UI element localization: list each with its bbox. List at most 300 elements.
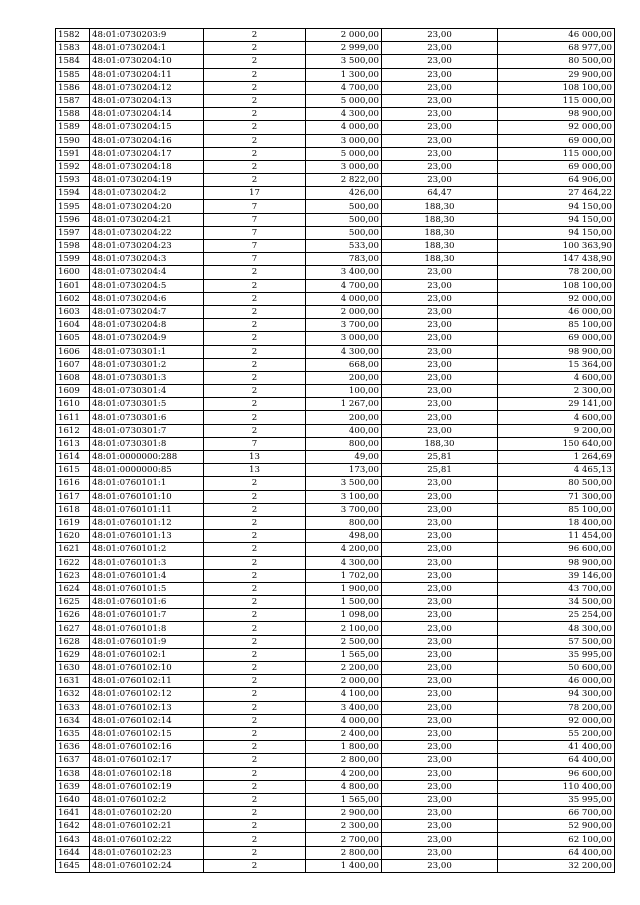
rate-value-cell: 23,00: [382, 754, 498, 767]
cadastral-number-cell: 48:01:0760101:8: [90, 622, 204, 635]
row-number-cell: 1635: [56, 727, 90, 740]
cadastral-number-cell: 48:01:0760102:14: [90, 714, 204, 727]
rate-value-cell: 188,30: [382, 226, 498, 239]
row-number-cell: 1644: [56, 846, 90, 859]
area-value-cell: 1 300,00: [306, 68, 382, 81]
row-number-cell: 1642: [56, 820, 90, 833]
rate-value-cell: 23,00: [382, 319, 498, 332]
cadastral-number-cell: 48:01:0760102:1: [90, 648, 204, 661]
area-value-cell: 1 267,00: [306, 398, 382, 411]
rate-value-cell: 23,00: [382, 767, 498, 780]
row-number-cell: 1632: [56, 688, 90, 701]
row-number-cell: 1623: [56, 569, 90, 582]
area-value-cell: 1 702,00: [306, 569, 382, 582]
rate-value-cell: 23,00: [382, 688, 498, 701]
row-number-cell: 1608: [56, 371, 90, 384]
row-number-cell: 1630: [56, 662, 90, 675]
group-code-cell: 2: [204, 266, 306, 279]
cadastral-number-cell: 48:01:0760101:1: [90, 477, 204, 490]
cadastral-number-cell: 48:01:0760102:13: [90, 701, 204, 714]
area-value-cell: 4 200,00: [306, 767, 382, 780]
row-number-cell: 1626: [56, 609, 90, 622]
area-value-cell: 4 700,00: [306, 81, 382, 94]
rate-value-cell: 23,00: [382, 108, 498, 121]
total-value-cell: 4 600,00: [498, 371, 615, 384]
total-value-cell: 68 977,00: [498, 42, 615, 55]
area-value-cell: 4 300,00: [306, 108, 382, 121]
rate-value-cell: 188,30: [382, 253, 498, 266]
group-code-cell: 2: [204, 516, 306, 529]
row-number-cell: 1604: [56, 319, 90, 332]
group-code-cell: 7: [204, 226, 306, 239]
row-number-cell: 1609: [56, 385, 90, 398]
group-code-cell: 2: [204, 305, 306, 318]
total-value-cell: 80 500,00: [498, 477, 615, 490]
table-row: [56, 609, 615, 622]
row-number-cell: 1597: [56, 226, 90, 239]
row-number-cell: 1620: [56, 530, 90, 543]
total-value-cell: 64 400,00: [498, 754, 615, 767]
area-value-cell: 2 100,00: [306, 622, 382, 635]
total-value-cell: 78 200,00: [498, 266, 615, 279]
row-number-cell: 1615: [56, 464, 90, 477]
total-value-cell: 69 000,00: [498, 134, 615, 147]
row-number-cell: 1627: [56, 622, 90, 635]
table-row: [56, 569, 615, 582]
area-value-cell: 1 400,00: [306, 859, 382, 872]
table-body: [56, 29, 615, 873]
rate-value-cell: 23,00: [382, 820, 498, 833]
table-row: [56, 424, 615, 437]
group-code-cell: 2: [204, 767, 306, 780]
table-row: [56, 530, 615, 543]
total-value-cell: 147 438,90: [498, 253, 615, 266]
table-row: [56, 437, 615, 450]
group-code-cell: 13: [204, 451, 306, 464]
cadastral-number-cell: 48:01:0730204:6: [90, 292, 204, 305]
area-value-cell: 5 000,00: [306, 147, 382, 160]
total-value-cell: 94 150,00: [498, 200, 615, 213]
area-value-cell: 1 800,00: [306, 741, 382, 754]
area-value-cell: 2 400,00: [306, 727, 382, 740]
table-row: [56, 622, 615, 635]
table-row: [56, 516, 615, 529]
group-code-cell: 2: [204, 530, 306, 543]
area-value-cell: 4 100,00: [306, 688, 382, 701]
total-value-cell: 48 300,00: [498, 622, 615, 635]
group-code-cell: 7: [204, 253, 306, 266]
total-value-cell: 94 150,00: [498, 213, 615, 226]
area-value-cell: 4 000,00: [306, 714, 382, 727]
table-row: [56, 662, 615, 675]
rate-value-cell: 23,00: [382, 807, 498, 820]
area-value-cell: 500,00: [306, 226, 382, 239]
total-value-cell: 100 363,90: [498, 240, 615, 253]
rate-value-cell: 23,00: [382, 266, 498, 279]
cadastral-number-cell: 48:01:0760101:3: [90, 556, 204, 569]
row-number-cell: 1601: [56, 279, 90, 292]
group-code-cell: 7: [204, 213, 306, 226]
area-value-cell: 4 800,00: [306, 780, 382, 793]
total-value-cell: 46 000,00: [498, 305, 615, 318]
group-code-cell: 2: [204, 398, 306, 411]
group-code-cell: 2: [204, 371, 306, 384]
total-value-cell: 9 200,00: [498, 424, 615, 437]
cadastral-number-cell: 48:01:0730204:20: [90, 200, 204, 213]
table-row: [56, 94, 615, 107]
cadastral-number-cell: 48:01:0730204:23: [90, 240, 204, 253]
group-code-cell: 2: [204, 556, 306, 569]
row-number-cell: 1614: [56, 451, 90, 464]
rate-value-cell: 23,00: [382, 358, 498, 371]
rate-value-cell: 188,30: [382, 213, 498, 226]
table-row: [56, 55, 615, 68]
table-row: [56, 160, 615, 173]
group-code-cell: 2: [204, 609, 306, 622]
cadastral-number-cell: 48:01:0730204:3: [90, 253, 204, 266]
group-code-cell: 2: [204, 714, 306, 727]
area-value-cell: 3 400,00: [306, 701, 382, 714]
table-row: [56, 108, 615, 121]
area-value-cell: 2 000,00: [306, 675, 382, 688]
row-number-cell: 1591: [56, 147, 90, 160]
row-number-cell: 1605: [56, 332, 90, 345]
table-row: [56, 29, 615, 42]
row-number-cell: 1638: [56, 767, 90, 780]
group-code-cell: 2: [204, 675, 306, 688]
group-code-cell: 2: [204, 81, 306, 94]
rate-value-cell: 188,30: [382, 200, 498, 213]
table-row: [56, 319, 615, 332]
total-value-cell: 110 400,00: [498, 780, 615, 793]
total-value-cell: 57 500,00: [498, 635, 615, 648]
rate-value-cell: 23,00: [382, 292, 498, 305]
cadastral-number-cell: 48:01:0760102:12: [90, 688, 204, 701]
area-value-cell: 3 000,00: [306, 332, 382, 345]
row-number-cell: 1594: [56, 187, 90, 200]
rate-value-cell: 23,00: [382, 332, 498, 345]
total-value-cell: 39 146,00: [498, 569, 615, 582]
area-value-cell: 2 800,00: [306, 846, 382, 859]
row-number-cell: 1643: [56, 833, 90, 846]
group-code-cell: 2: [204, 780, 306, 793]
row-number-cell: 1619: [56, 516, 90, 529]
area-value-cell: 400,00: [306, 424, 382, 437]
cadastral-number-cell: 48:01:0760101:12: [90, 516, 204, 529]
rate-value-cell: 23,00: [382, 701, 498, 714]
group-code-cell: 2: [204, 754, 306, 767]
group-code-cell: 2: [204, 147, 306, 160]
group-code-cell: 2: [204, 701, 306, 714]
group-code-cell: 2: [204, 477, 306, 490]
group-code-cell: 2: [204, 411, 306, 424]
cadastral-number-cell: 48:01:0760102:21: [90, 820, 204, 833]
area-value-cell: 2 800,00: [306, 754, 382, 767]
group-code-cell: 2: [204, 279, 306, 292]
cadastral-number-cell: 48:01:0000000:288: [90, 451, 204, 464]
cadastral-number-cell: 48:01:0730204:15: [90, 121, 204, 134]
row-number-cell: 1637: [56, 754, 90, 767]
rate-value-cell: 23,00: [382, 543, 498, 556]
cadastral-number-cell: 48:01:0760102:24: [90, 859, 204, 872]
area-value-cell: 2 900,00: [306, 807, 382, 820]
table-row: [56, 793, 615, 806]
total-value-cell: 34 500,00: [498, 596, 615, 609]
group-code-cell: 2: [204, 662, 306, 675]
area-value-cell: 500,00: [306, 200, 382, 213]
area-value-cell: 3 500,00: [306, 55, 382, 68]
table-row: [56, 556, 615, 569]
cadastral-number-cell: 48:01:0730203:9: [90, 29, 204, 42]
row-number-cell: 1607: [56, 358, 90, 371]
rate-value-cell: 23,00: [382, 569, 498, 582]
total-value-cell: 98 900,00: [498, 108, 615, 121]
group-code-cell: 2: [204, 42, 306, 55]
total-value-cell: 1 264,69: [498, 451, 615, 464]
area-value-cell: 49,00: [306, 451, 382, 464]
cadastral-number-cell: 48:01:0730204:18: [90, 160, 204, 173]
rate-value-cell: 23,00: [382, 81, 498, 94]
table-row: [56, 226, 615, 239]
area-value-cell: 4 000,00: [306, 292, 382, 305]
group-code-cell: 2: [204, 332, 306, 345]
table-row: [56, 635, 615, 648]
group-code-cell: 7: [204, 200, 306, 213]
area-value-cell: 800,00: [306, 516, 382, 529]
group-code-cell: 2: [204, 503, 306, 516]
rate-value-cell: 23,00: [382, 516, 498, 529]
rate-value-cell: 23,00: [382, 793, 498, 806]
group-code-cell: 2: [204, 345, 306, 358]
total-value-cell: 18 400,00: [498, 516, 615, 529]
cadastral-number-cell: 48:01:0730204:16: [90, 134, 204, 147]
rate-value-cell: 188,30: [382, 240, 498, 253]
cadastral-number-cell: 48:01:0730204:22: [90, 226, 204, 239]
cadastral-number-cell: 48:01:0730204:17: [90, 147, 204, 160]
area-value-cell: 100,00: [306, 385, 382, 398]
cadastral-number-cell: 48:01:0730204:1: [90, 42, 204, 55]
total-value-cell: 98 900,00: [498, 345, 615, 358]
row-number-cell: 1636: [56, 741, 90, 754]
total-value-cell: 85 100,00: [498, 319, 615, 332]
group-code-cell: 2: [204, 385, 306, 398]
total-value-cell: 52 900,00: [498, 820, 615, 833]
cadastral-number-cell: 48:01:0760102:18: [90, 767, 204, 780]
cadastral-number-cell: 48:01:0730204:11: [90, 68, 204, 81]
cadastral-number-cell: 48:01:0760101:4: [90, 569, 204, 582]
total-value-cell: 78 200,00: [498, 701, 615, 714]
row-number-cell: 1598: [56, 240, 90, 253]
rate-value-cell: 23,00: [382, 780, 498, 793]
row-number-cell: 1624: [56, 582, 90, 595]
total-value-cell: 62 100,00: [498, 833, 615, 846]
table-row: [56, 582, 615, 595]
rate-value-cell: 23,00: [382, 530, 498, 543]
total-value-cell: 46 000,00: [498, 675, 615, 688]
area-value-cell: 4 300,00: [306, 556, 382, 569]
group-code-cell: 7: [204, 240, 306, 253]
group-code-cell: 7: [204, 437, 306, 450]
total-value-cell: 29 141,00: [498, 398, 615, 411]
total-value-cell: 11 454,00: [498, 530, 615, 543]
area-value-cell: 1 500,00: [306, 596, 382, 609]
rate-value-cell: 23,00: [382, 556, 498, 569]
group-code-cell: 2: [204, 94, 306, 107]
area-value-cell: 5 000,00: [306, 94, 382, 107]
rate-value-cell: 23,00: [382, 279, 498, 292]
table-row: [56, 358, 615, 371]
table-row: [56, 714, 615, 727]
table-row: [56, 503, 615, 516]
area-value-cell: 4 200,00: [306, 543, 382, 556]
table-row: [56, 266, 615, 279]
area-value-cell: 4 300,00: [306, 345, 382, 358]
area-value-cell: 4 700,00: [306, 279, 382, 292]
row-number-cell: 1641: [56, 807, 90, 820]
group-code-cell: 13: [204, 464, 306, 477]
group-code-cell: 2: [204, 121, 306, 134]
rate-value-cell: 23,00: [382, 635, 498, 648]
rate-value-cell: 23,00: [382, 490, 498, 503]
area-value-cell: 3 500,00: [306, 477, 382, 490]
total-value-cell: 64 906,00: [498, 174, 615, 187]
cadastral-number-cell: 48:01:0730204:5: [90, 279, 204, 292]
row-number-cell: 1600: [56, 266, 90, 279]
table-row: [56, 147, 615, 160]
table-row: [56, 754, 615, 767]
cadastral-number-cell: 48:01:0760101:11: [90, 503, 204, 516]
table-row: [56, 490, 615, 503]
table-row: [56, 305, 615, 318]
cadastral-number-cell: 48:01:0730204:12: [90, 81, 204, 94]
area-value-cell: 3 700,00: [306, 503, 382, 516]
group-code-cell: 2: [204, 319, 306, 332]
group-code-cell: 2: [204, 292, 306, 305]
cadastral-number-cell: 48:01:0760102:22: [90, 833, 204, 846]
area-value-cell: 533,00: [306, 240, 382, 253]
table-row: [56, 451, 615, 464]
group-code-cell: 2: [204, 174, 306, 187]
row-number-cell: 1617: [56, 490, 90, 503]
cadastral-number-cell: 48:01:0730301:2: [90, 358, 204, 371]
total-value-cell: 4 600,00: [498, 411, 615, 424]
row-number-cell: 1586: [56, 81, 90, 94]
rate-value-cell: 23,00: [382, 55, 498, 68]
cadastral-number-cell: 48:01:0760102:16: [90, 741, 204, 754]
area-value-cell: 783,00: [306, 253, 382, 266]
cadastral-number-cell: 48:01:0760102:15: [90, 727, 204, 740]
cadastral-number-cell: 48:01:0760102:10: [90, 662, 204, 675]
total-value-cell: 92 000,00: [498, 121, 615, 134]
row-number-cell: 1584: [56, 55, 90, 68]
rate-value-cell: 23,00: [382, 727, 498, 740]
rate-value-cell: 23,00: [382, 398, 498, 411]
cadastral-number-cell: 48:01:0730204:13: [90, 94, 204, 107]
row-number-cell: 1588: [56, 108, 90, 121]
total-value-cell: 94 300,00: [498, 688, 615, 701]
area-value-cell: 3 700,00: [306, 319, 382, 332]
rate-value-cell: 25,81: [382, 464, 498, 477]
group-code-cell: 2: [204, 846, 306, 859]
table-row: [56, 820, 615, 833]
total-value-cell: 108 100,00: [498, 279, 615, 292]
rate-value-cell: 23,00: [382, 345, 498, 358]
cadastral-number-cell: 48:01:0730301:1: [90, 345, 204, 358]
area-value-cell: 2 700,00: [306, 833, 382, 846]
area-value-cell: 1 900,00: [306, 582, 382, 595]
table-row: [56, 385, 615, 398]
table-row: [56, 200, 615, 213]
cadastral-number-cell: 48:01:0000000:85: [90, 464, 204, 477]
table-row: [56, 345, 615, 358]
table-row: [56, 187, 615, 200]
group-code-cell: 17: [204, 187, 306, 200]
cadastral-number-cell: 48:01:0760101:7: [90, 609, 204, 622]
row-number-cell: 1616: [56, 477, 90, 490]
table-row: [56, 332, 615, 345]
group-code-cell: 2: [204, 820, 306, 833]
row-number-cell: 1613: [56, 437, 90, 450]
row-number-cell: 1631: [56, 675, 90, 688]
table-row: [56, 279, 615, 292]
total-value-cell: 66 700,00: [498, 807, 615, 820]
total-value-cell: 98 900,00: [498, 556, 615, 569]
group-code-cell: 2: [204, 490, 306, 503]
cadastral-number-cell: 48:01:0760101:9: [90, 635, 204, 648]
group-code-cell: 2: [204, 543, 306, 556]
table-row: [56, 398, 615, 411]
table-row: [56, 833, 615, 846]
total-value-cell: 69 000,00: [498, 160, 615, 173]
group-code-cell: 2: [204, 160, 306, 173]
cadastral-number-cell: 48:01:0730204:10: [90, 55, 204, 68]
table-row: [56, 701, 615, 714]
cadastral-number-cell: 48:01:0730301:6: [90, 411, 204, 424]
area-value-cell: 1 565,00: [306, 793, 382, 806]
table-row: [56, 42, 615, 55]
row-number-cell: 1645: [56, 859, 90, 872]
total-value-cell: 4 465,13: [498, 464, 615, 477]
rate-value-cell: 23,00: [382, 68, 498, 81]
total-value-cell: 64 400,00: [498, 846, 615, 859]
cadastral-number-cell: 48:01:0760101:6: [90, 596, 204, 609]
table-row: [56, 121, 615, 134]
rate-value-cell: 23,00: [382, 160, 498, 173]
row-number-cell: 1599: [56, 253, 90, 266]
cadastral-number-cell: 48:01:0760101:13: [90, 530, 204, 543]
row-number-cell: 1622: [56, 556, 90, 569]
table-row: [56, 675, 615, 688]
cadastral-number-cell: 48:01:0730204:7: [90, 305, 204, 318]
area-value-cell: 2 822,00: [306, 174, 382, 187]
row-number-cell: 1590: [56, 134, 90, 147]
row-number-cell: 1629: [56, 648, 90, 661]
table-row: [56, 411, 615, 424]
rate-value-cell: 23,00: [382, 503, 498, 516]
group-code-cell: 2: [204, 833, 306, 846]
rate-value-cell: 23,00: [382, 846, 498, 859]
rate-value-cell: 23,00: [382, 596, 498, 609]
group-code-cell: 2: [204, 569, 306, 582]
cadastral-number-cell: 48:01:0760102:23: [90, 846, 204, 859]
table-row: [56, 253, 615, 266]
total-value-cell: 35 995,00: [498, 793, 615, 806]
row-number-cell: 1583: [56, 42, 90, 55]
total-value-cell: 108 100,00: [498, 81, 615, 94]
rate-value-cell: 23,00: [382, 859, 498, 872]
group-code-cell: 2: [204, 108, 306, 121]
total-value-cell: 50 600,00: [498, 662, 615, 675]
